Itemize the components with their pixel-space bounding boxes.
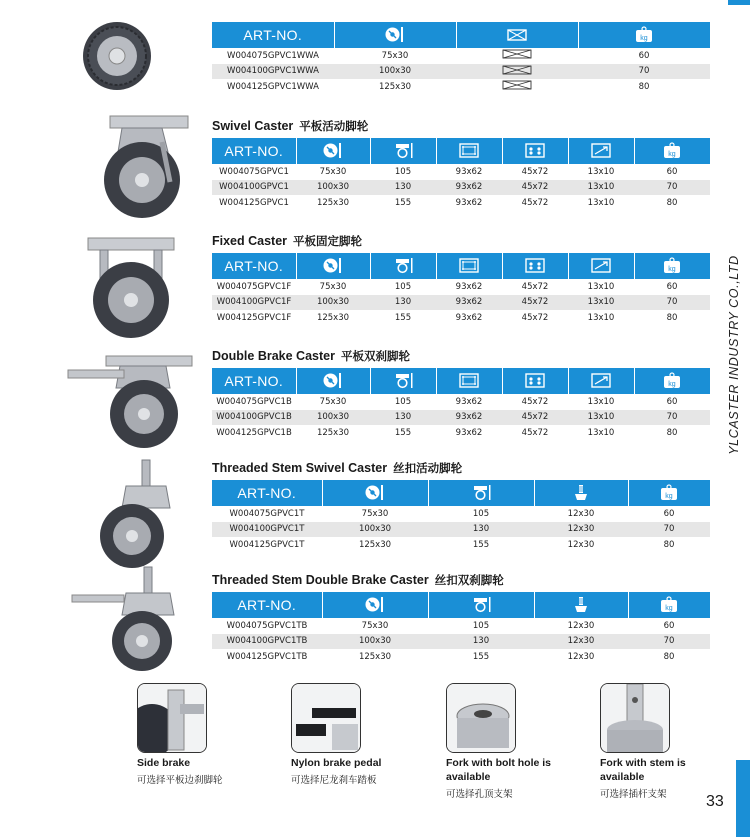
table-cell: 100x30: [296, 295, 370, 311]
section-title: Double Brake Caster 平板双刹脚轮: [212, 349, 410, 363]
section-title: Threaded Stem Swivel Caster 丝扣活动脚轮: [212, 461, 463, 475]
table-cell: 125x30: [316, 197, 350, 208]
feature-name: Fork with bolt hole is available: [446, 757, 551, 783]
table-cell: 13x10: [568, 295, 634, 311]
table-cell: W004125GPVC1TB: [226, 651, 308, 662]
height-icon: [370, 138, 436, 164]
table-cell: 105: [472, 508, 490, 519]
table-cell: W004075GPVC1B: [216, 396, 292, 407]
table-cell: 75x30: [381, 50, 409, 61]
spec-table-fixed: [212, 253, 710, 326]
table-cell: 45x72: [502, 295, 568, 311]
load-kg-icon: [634, 138, 710, 164]
table-cell: 70: [634, 295, 710, 311]
table-cell: 13x10: [587, 312, 615, 323]
table-cell: 130: [370, 410, 436, 426]
plate-size-icon: [436, 368, 502, 394]
height-icon: [428, 480, 534, 506]
feature-side-brake: [137, 683, 287, 786]
table-cell: 70: [628, 634, 710, 650]
load-kg-icon: [628, 480, 710, 506]
table-cell: 60: [663, 508, 675, 519]
table-cell: 70: [628, 522, 710, 538]
feature-bolt-hole: [446, 683, 556, 800]
table-cell: 130: [428, 522, 534, 538]
load-kg-icon: [628, 592, 710, 618]
table-cell: 125x30: [358, 651, 392, 662]
table-cell: 60: [666, 166, 678, 177]
table-cell: 12x30: [567, 539, 595, 550]
company-name-vertical: YLCASTER INDUSTRY CO.,LTD: [727, 255, 741, 455]
table-cell: W004100GPVC1: [212, 180, 296, 196]
table-cell: 155: [472, 539, 490, 550]
table-cell: 13x10: [568, 180, 634, 196]
table-cell: 155: [394, 197, 412, 208]
table-cell: W004125GPVC1T: [229, 539, 305, 550]
table-row: [212, 522, 710, 538]
fork-stem-photo: [600, 683, 670, 753]
table-cell: 130: [370, 180, 436, 196]
table-cell: 12x30: [567, 651, 595, 662]
table-cell: W004100GPVC1F: [212, 295, 296, 311]
feature-stem: [600, 683, 700, 800]
table-cell: 105: [394, 166, 412, 177]
nylon-brake-pedal-photo: [291, 683, 361, 753]
table-cell: 100x30: [322, 634, 428, 650]
table-cell: 70: [634, 410, 710, 426]
plate-size-icon: [436, 253, 502, 279]
table-cell: 75x30: [319, 281, 347, 292]
table-cell: 60: [666, 396, 678, 407]
wheel-size-icon: [296, 253, 370, 279]
table-cell: 75x30: [361, 620, 389, 631]
table-cell: 80: [663, 651, 675, 662]
feature-name-cn: 可选择尼龙刹车踏板: [291, 775, 377, 786]
table-cell: 125x30: [316, 312, 350, 323]
table-row: [212, 180, 710, 196]
table-cell: 100x30: [296, 180, 370, 196]
spec-table-wheel: [212, 22, 710, 95]
table-row: [212, 48, 710, 64]
table-cell: 93x62: [455, 312, 483, 323]
art-no-header: ART-NO.: [212, 138, 296, 164]
table-cell: W004075GPVC1: [219, 166, 289, 177]
table-row: [212, 537, 710, 553]
table-cell: 13x10: [587, 166, 615, 177]
table-cell: 80: [638, 81, 650, 92]
hole-spacing-icon: [502, 253, 568, 279]
feature-name-cn: 可选择平板边刹脚轮: [137, 775, 223, 786]
table-cell: W004075GPVC1F: [216, 281, 292, 292]
table-cell: 60: [638, 50, 650, 61]
hole-spacing-icon: [502, 138, 568, 164]
table-cell: W004100GPVC1TB: [212, 634, 322, 650]
art-no-header: ART-NO.: [212, 253, 296, 279]
spec-table-double-brake: [212, 368, 710, 441]
table-cell: 13x10: [568, 410, 634, 426]
feature-name: Nylon brake pedal: [291, 757, 382, 769]
table-row: [212, 506, 710, 522]
table-cell: 12x30: [567, 620, 595, 631]
table-cell: 45x72: [521, 281, 549, 292]
table-cell: 125x30: [316, 427, 350, 438]
table-cell: 45x72: [521, 396, 549, 407]
table-cell: 13x10: [587, 396, 615, 407]
table-row: [212, 195, 710, 211]
table-cell: 45x72: [521, 197, 549, 208]
table-cell: 70: [578, 64, 710, 80]
carton-symbol-icon: [456, 79, 578, 95]
fixed-caster-photo: [86, 234, 176, 342]
feature-name: Fork with stem is available: [600, 757, 686, 783]
table-cell: 45x72: [502, 410, 568, 426]
table-cell: 93x62: [436, 295, 502, 311]
table-row: [212, 310, 710, 326]
spec-table-threaded-swivel: [212, 480, 710, 553]
table-cell: 70: [634, 180, 710, 196]
table-cell: 125x30: [378, 81, 412, 92]
page-edge-bar: [736, 760, 750, 837]
feature-name: Side brake: [137, 757, 191, 769]
table-cell: 93x62: [455, 396, 483, 407]
section-title: Swivel Caster 平板活动脚轮: [212, 119, 369, 133]
height-icon: [428, 592, 534, 618]
wheel-size-icon: [296, 368, 370, 394]
table-cell: 80: [663, 539, 675, 550]
table-row: [212, 649, 710, 665]
table-cell: 93x62: [455, 166, 483, 177]
table-row: [212, 634, 710, 650]
load-kg-icon: [634, 368, 710, 394]
table-cell: 75x30: [319, 396, 347, 407]
page-number: 33: [706, 793, 724, 810]
table-cell: 80: [666, 312, 678, 323]
table-cell: 75x30: [319, 166, 347, 177]
table-cell: 12x30: [534, 522, 628, 538]
carton-icon: [456, 22, 578, 48]
load-kg-icon: [634, 253, 710, 279]
art-no-header: ART-NO.: [212, 368, 296, 394]
plate-size-icon: [436, 138, 502, 164]
table-cell: 80: [666, 427, 678, 438]
table-cell: 130: [370, 295, 436, 311]
table-cell: W004100GPVC1T: [212, 522, 322, 538]
swivel-caster-photo: [92, 112, 197, 222]
table-cell: 80: [666, 197, 678, 208]
thread-stem-icon: [534, 592, 628, 618]
table-cell: 13x10: [587, 427, 615, 438]
table-cell: 105: [394, 396, 412, 407]
table-cell: W004100GPVC1B: [212, 410, 296, 426]
load-kg-icon: [578, 22, 710, 48]
table-cell: 60: [663, 620, 675, 631]
table-cell: W004075GPVC1T: [229, 508, 305, 519]
side-brake-photo: [137, 683, 207, 753]
bolt-hole-icon: [568, 368, 634, 394]
threaded-brake-caster-photo: [70, 565, 190, 675]
carton-symbol-icon: [456, 64, 578, 80]
table-row: [212, 425, 710, 441]
table-cell: 12x30: [534, 634, 628, 650]
table-cell: 125x30: [358, 539, 392, 550]
table-cell: 13x10: [587, 281, 615, 292]
height-icon: [370, 253, 436, 279]
table-row: [212, 64, 710, 80]
table-cell: 93x62: [436, 180, 502, 196]
table-cell: 13x10: [587, 197, 615, 208]
feature-name-cn: 可选择插杆支架: [600, 789, 667, 800]
table-cell: 75x30: [361, 508, 389, 519]
table-cell: 45x72: [521, 312, 549, 323]
table-cell: 100x30: [334, 64, 456, 80]
thread-stem-icon: [534, 480, 628, 506]
feature-name-cn: 可选择孔顶支架: [446, 789, 513, 800]
wheel-size-icon: [322, 480, 428, 506]
spec-table-swivel: [212, 138, 710, 211]
table-cell: 60: [666, 281, 678, 292]
table-cell: 100x30: [322, 522, 428, 538]
table-row: [212, 410, 710, 426]
art-no-header: ART-NO.: [212, 592, 322, 618]
table-cell: W004100GPVC1WWA: [212, 64, 334, 80]
threaded-swivel-caster-photo: [86, 458, 181, 570]
wheel-size-icon: [296, 138, 370, 164]
table-cell: W004125GPVC1F: [216, 312, 292, 323]
table-row: [212, 618, 710, 634]
table-cell: 155: [472, 651, 490, 662]
table-cell: 100x30: [296, 410, 370, 426]
table-cell: 93x62: [455, 197, 483, 208]
wheel-photo: [80, 16, 155, 96]
table-cell: W004075GPVC1WWA: [227, 50, 319, 61]
table-cell: W004125GPVC1: [219, 197, 289, 208]
wheel-size-icon: [334, 22, 456, 48]
table-row: [212, 279, 710, 295]
spec-table-threaded-double-brake: [212, 592, 710, 665]
table-cell: W004075GPVC1TB: [226, 620, 308, 631]
bolt-hole-icon: [568, 253, 634, 279]
art-no-header: ART-NO.: [212, 22, 334, 48]
table-row: [212, 295, 710, 311]
hole-spacing-icon: [502, 368, 568, 394]
table-row: [212, 394, 710, 410]
height-icon: [370, 368, 436, 394]
carton-symbol-icon: [456, 48, 578, 64]
table-cell: 155: [394, 312, 412, 323]
fork-bolt-hole-photo: [446, 683, 516, 753]
table-row: [212, 79, 710, 95]
feature-nylon-pedal: [291, 683, 441, 786]
table-cell: 93x62: [455, 281, 483, 292]
wheel-size-icon: [322, 592, 428, 618]
double-brake-caster-photo: [66, 352, 196, 452]
table-cell: 12x30: [567, 508, 595, 519]
section-title: Threaded Stem Double Brake Caster 丝扣双刹脚轮: [212, 573, 504, 587]
table-cell: 93x62: [436, 410, 502, 426]
table-row: [212, 164, 710, 180]
section-title: Fixed Caster 平板固定脚轮: [212, 234, 363, 248]
table-cell: 105: [472, 620, 490, 631]
table-cell: 45x72: [521, 166, 549, 177]
table-cell: 45x72: [502, 180, 568, 196]
table-cell: 105: [394, 281, 412, 292]
bolt-hole-icon: [568, 138, 634, 164]
table-cell: 45x72: [521, 427, 549, 438]
top-accent-bar: [728, 0, 750, 5]
table-cell: 93x62: [455, 427, 483, 438]
table-cell: W004125GPVC1WWA: [227, 81, 319, 92]
table-cell: W004125GPVC1B: [216, 427, 292, 438]
art-no-header: ART-NO.: [212, 480, 322, 506]
table-cell: 155: [394, 427, 412, 438]
table-cell: 130: [428, 634, 534, 650]
